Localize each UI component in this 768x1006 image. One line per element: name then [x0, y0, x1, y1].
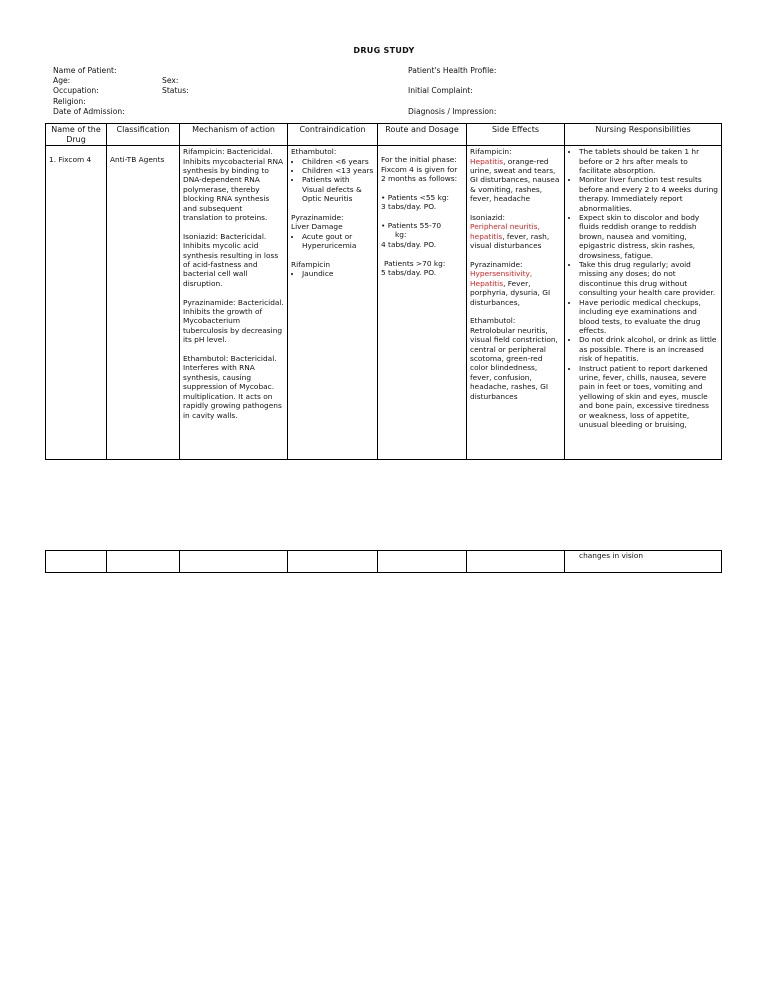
- cell-route-dosage: [378, 146, 467, 460]
- contra-rifampicin-list: [291, 269, 374, 278]
- warning-text: Hepatitis: [470, 278, 504, 288]
- warning-text: Hepatitis: [470, 156, 504, 166]
- contra-ethambutol-list: [291, 157, 374, 204]
- cell-drug-name: 1. Fixcom 4: [46, 146, 107, 460]
- table-row: [46, 551, 722, 573]
- cont-cell: [378, 551, 467, 573]
- patient-info-right: [408, 66, 496, 117]
- cont-cell: [107, 551, 180, 573]
- dose-2-line-b: kg:: [395, 230, 407, 240]
- cell-mechanism: [180, 146, 288, 460]
- header-classification: Classification: [107, 124, 180, 146]
- document-title: DRUG STUDY: [353, 46, 415, 55]
- list-item: • Children <6 years: [302, 157, 374, 166]
- dose-3-line-b: 5 tabs/day. PO.: [381, 268, 437, 278]
- header-contraindication: Contraindication: [288, 124, 378, 146]
- route-intro: For the initial phase: Fixcom 4 is given for 2 months as follows:: [381, 155, 458, 183]
- mechanism-pyrazinamide: Pyrazinamide: Bactericidal. Inhibits the growth of Mycobacterium tuberculosis by decreasing its pH level.: [183, 297, 284, 345]
- header-name-of-drug: Name of the Drug: [46, 124, 107, 146]
- contra-pyrazinamide-title: Pyrazinamide:: [291, 213, 344, 223]
- nursing-list: [568, 147, 718, 429]
- header-mechanism: Mechanism of action: [180, 124, 288, 146]
- table-header-row: [46, 124, 722, 146]
- dose-2-line-c: 4 tabs/day. PO.: [381, 239, 437, 249]
- header-nursing: Nursing Responsibilities: [565, 124, 722, 146]
- cont-cell: [288, 551, 378, 573]
- cell-contraindication: [288, 146, 378, 460]
- side-isoniazid: [470, 222, 561, 250]
- field-occupation: Occupation:: [53, 86, 99, 96]
- list-item: • Acute gout or Hyperuricemia: [302, 232, 374, 251]
- patient-info-left: [53, 66, 125, 117]
- cont-cell: [46, 551, 107, 573]
- dose-1-line-b: 3 tabs/day. PO.: [381, 202, 437, 212]
- side-rifampicin: [470, 157, 561, 204]
- side-isoniazid-title: Isoniazid:: [470, 213, 505, 223]
- side-ethambutol-title: Ethambutol:: [470, 316, 516, 326]
- cell-classification: Anti-TB Agents: [107, 146, 180, 460]
- list-item: • Instruct patient to report darkened urine, fever, chills, nausea, severe pain in feet or toes, vomiting and yellowing of skin and eyes, muscle and bone pain, excessive tiredness or weakness, loss of appetite, unusual bleeding or bruising,: [579, 364, 718, 430]
- list-item: • Expect skin to discolor and body fluids reddish orange to reddish brown, nausea and vomiting, epigastric distress, skin rashes, drowsiness, fatigue.: [579, 213, 718, 260]
- list-item: • Take this drug regularly; avoid missing any doses; do not discontinue this drug without consulting your health care provider.: [579, 260, 718, 298]
- contra-pyrazinamide-list: [291, 232, 374, 251]
- cell-nursing: [565, 146, 722, 460]
- cell-side-effects: [467, 146, 565, 460]
- field-initial-complaint: Initial Complaint:: [408, 86, 473, 96]
- mechanism-isoniazid: Isoniazid: Bactericidal. Inhibits mycolic acid synthesis resulting in loss of acid-fastness and bacterial cell wall disruption.: [183, 231, 279, 288]
- cont-cell: [467, 551, 565, 573]
- dose-3-line-a: Patients >70 kg:: [384, 258, 446, 268]
- side-text: , orange-red urine, sweat and tears, GI disturbances, nausea & vomiting, rashes, fever, headache: [470, 156, 560, 204]
- field-diagnosis: Diagnosis / Impression:: [408, 106, 497, 116]
- side-text: , Fever, porphyria, dysuria, GI disturbances,: [470, 278, 551, 307]
- warning-text: Hypersensitivity: [470, 269, 530, 279]
- side-text: , fever, rash, visual disturbances: [470, 231, 550, 251]
- dose-2-line-a: • Patients 55-70: [381, 221, 442, 230]
- list-item: • Patients with Visual defects & Optic Neuritis: [302, 175, 374, 203]
- field-religion: Religion:: [53, 96, 86, 106]
- table-row: [46, 146, 722, 460]
- field-date-of-admission: Date of Admission:: [53, 106, 125, 116]
- contra-ethambutol-title: Ethambutol:: [291, 147, 337, 157]
- cont-nursing-cell: changes in vision: [565, 551, 722, 573]
- side-pyrazinamide: [470, 269, 561, 307]
- side-rifampicin-title: Rifampicin:: [470, 147, 512, 157]
- mechanism-ethambutol: Ethambutol: Bactericidal. Interferes with RNA synthesis, causing suppression of Mycobac. multiplication. It acts on rapidly growing pathogens in cavity walls.: [183, 354, 282, 420]
- list-item: • Children <13 years: [302, 166, 374, 175]
- list-item: • Monitor liver function test results before and every 2 to 4 weeks during therapy. Immediately report abnormalities.: [579, 175, 718, 213]
- list-item: • Jaundice: [302, 269, 374, 278]
- mechanism-rifampicin: Rifampicin: Bactericidal. Inhibits mycobacterial RNA synthesis by binding to DNA-dependent RNA polymerase, thereby blocking RNA synthesis and subsequent translation to proteins.: [183, 147, 284, 223]
- header-route-dosage: Route and Dosage: [378, 124, 467, 146]
- field-age: Age:: [53, 76, 71, 86]
- field-health-profile: Patient's Health Profile:: [408, 66, 497, 75]
- field-status: Status:: [162, 86, 189, 96]
- drug-study-table: [45, 123, 722, 460]
- warning-text: Peripheral neuritis: [470, 222, 538, 232]
- list-item: • The tablets should be taken 1 hr before or 2 hrs after meals to facilitate absorption.: [579, 147, 718, 175]
- drug-study-table-continued: [45, 550, 722, 573]
- field-sex: Sex:: [162, 76, 179, 85]
- cont-cell: [180, 551, 288, 573]
- list-item: • Do not drink alcohol, or drink as little as possible. There is an increased risk of hepatitis.: [579, 335, 718, 363]
- warning-text: hepatitis: [470, 231, 503, 241]
- header-side-effects: Side Effects: [467, 124, 565, 146]
- warning-text: ,: [537, 222, 540, 232]
- side-pyrazinamide-title: Pyrazinamide:: [470, 260, 523, 270]
- warning-text: ,: [529, 269, 533, 279]
- contra-pyrazinamide-sub: Liver Damage: [291, 222, 343, 232]
- dose-1-line-a: • Patients <55 kg:: [381, 192, 450, 202]
- contra-rifampicin-title: Rifampicin: [291, 260, 331, 270]
- list-item: • Have periodic medical checkups, including eye examinations and blood tests, to evaluate the drug effects.: [579, 298, 718, 336]
- field-name-of-patient: Name of Patient:: [53, 66, 117, 75]
- side-ethambutol: Retrolobular neuritis, visual field constriction, central or peripheral scotoma, green-red color blindedness, fever, confusion, headache, rashes, GI disturbances: [470, 325, 558, 401]
- patient-info-middle: [162, 76, 189, 96]
